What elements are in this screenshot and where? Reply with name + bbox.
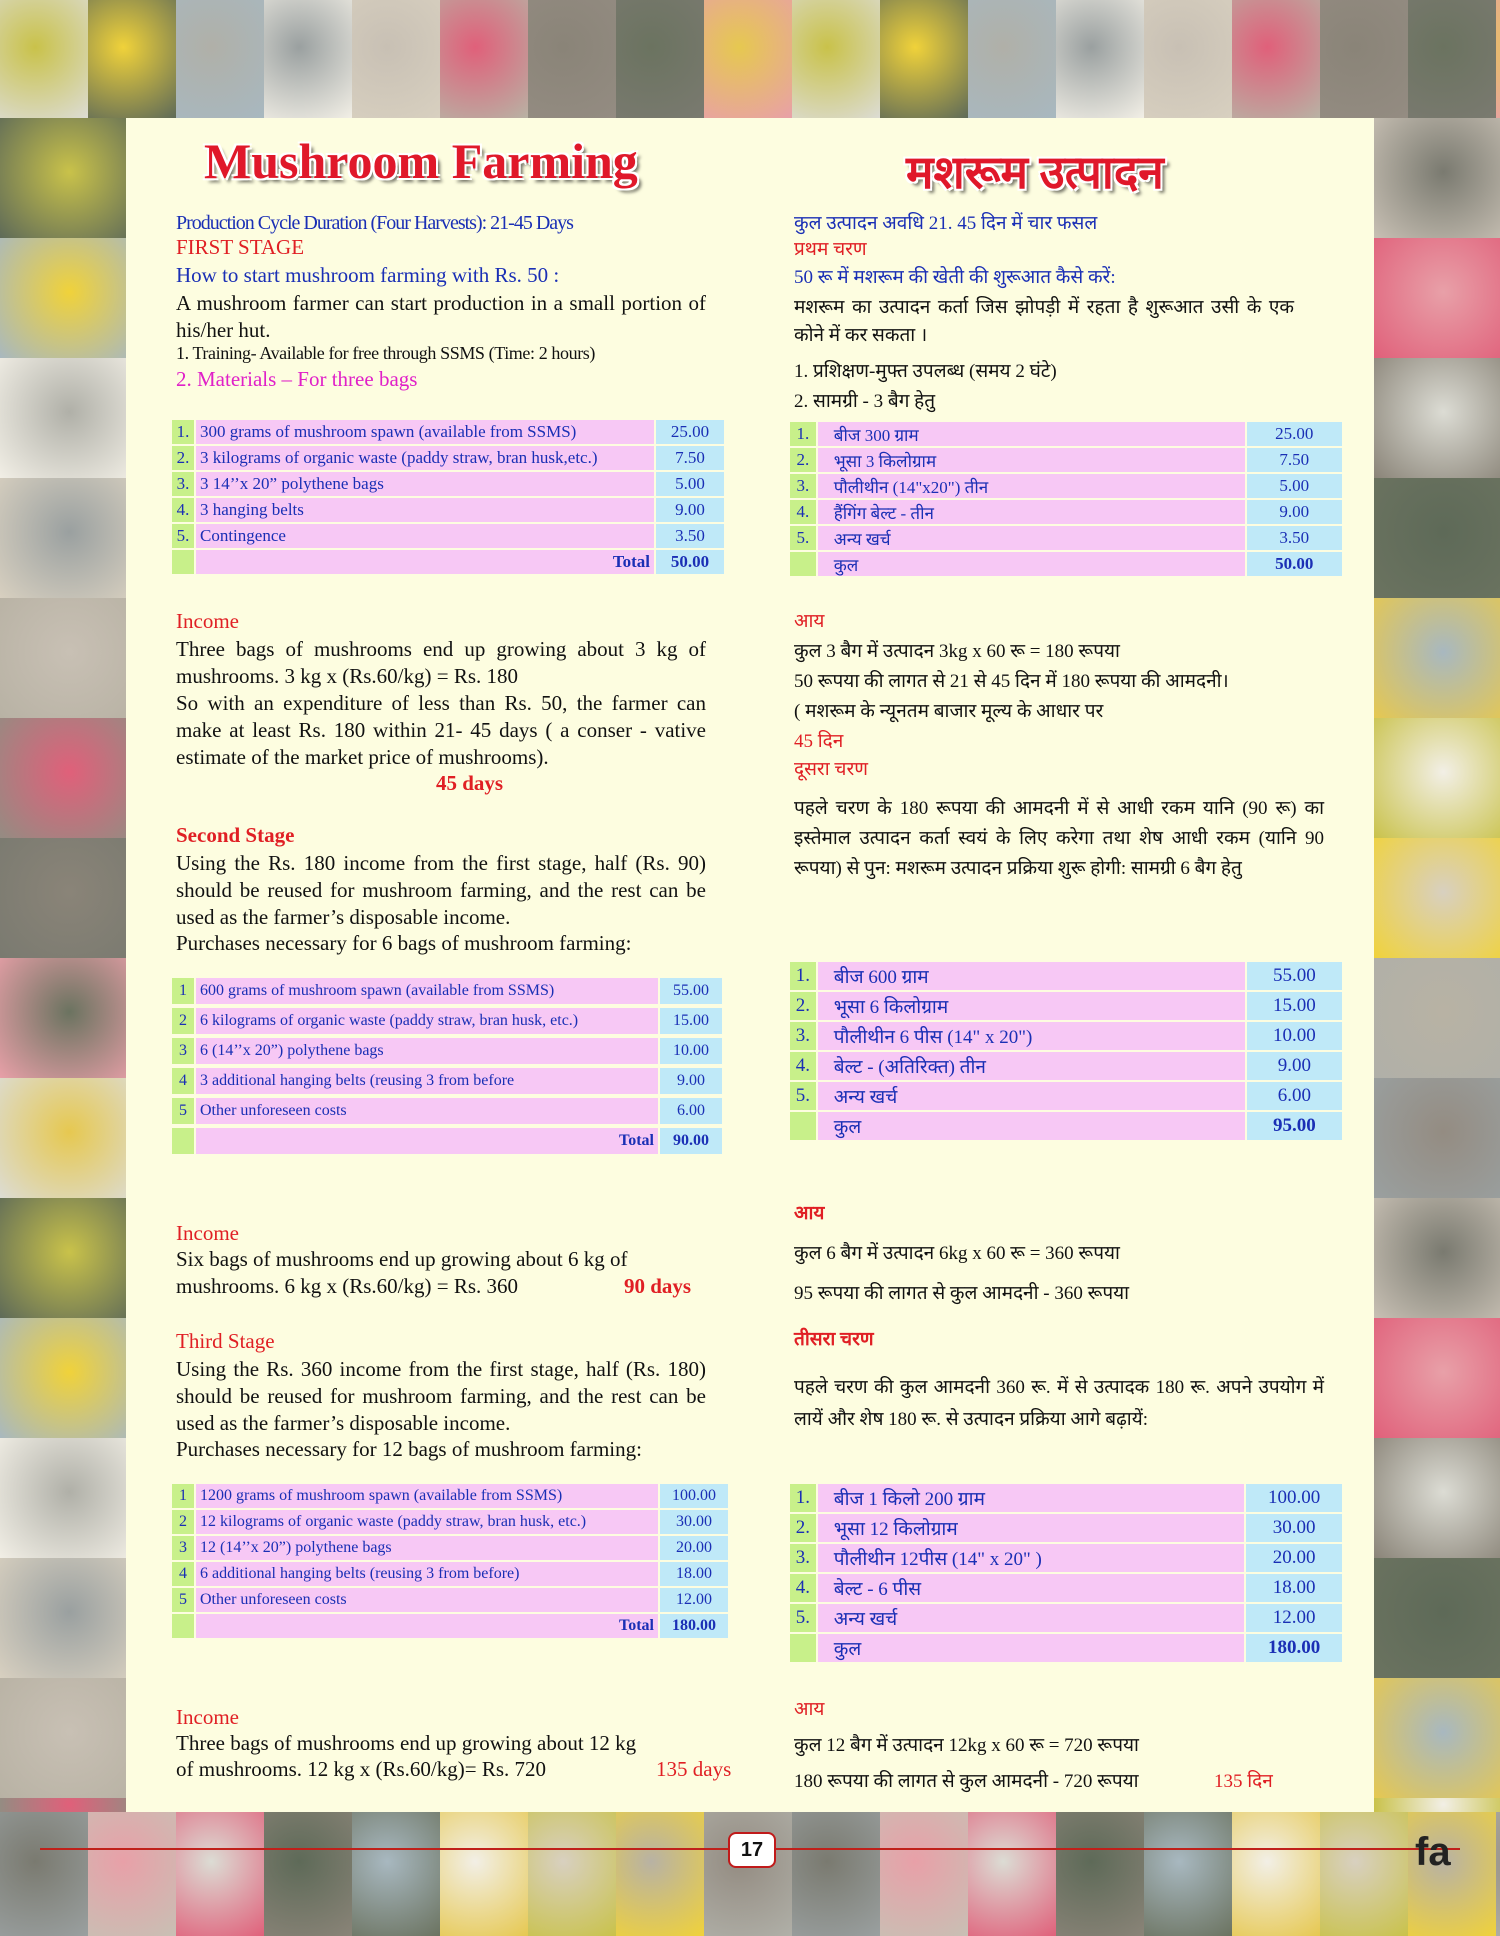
cycle-duration: Production Cycle Duration (Four Harvests): 21-45 Days <box>176 212 573 234</box>
row-amount: 10.00 <box>1247 1022 1342 1050</box>
total-label: Total <box>196 1614 658 1638</box>
corner-mark: fa <box>1415 1830 1451 1874</box>
row-number: 5. <box>790 1082 816 1110</box>
row-amount: 30.00 <box>1246 1514 1342 1542</box>
days-45: 45 days <box>436 771 504 795</box>
row-amount: 15.00 <box>1247 992 1342 1020</box>
row-item: बीज 1 किलो 200 ग्राम <box>818 1484 1245 1512</box>
hindi-income2-line2: 95 रूपया की लागत से कुल आमदनी - 360 रूपया <box>794 1283 1130 1304</box>
row-amount: 3.50 <box>1247 526 1342 550</box>
row-amount: 18.00 <box>1246 1574 1342 1602</box>
income1-text2: So with an expenditure of less than Rs. 50, the farmer can make at least Rs. 180 within 21- 45 days ( a conser - vative estimate of the market price of mushrooms). <box>176 691 706 769</box>
income3-text1: Three bags of mushrooms end up growing about 12 kg <box>176 1731 637 1755</box>
mushroom-photo-tile <box>792 1812 880 1936</box>
row-number: 1 <box>172 1484 194 1508</box>
row-number: 4. <box>790 1052 816 1080</box>
mushroom-photo-tile <box>968 1812 1056 1936</box>
hindi-stage2-table <box>788 960 1344 1142</box>
hindi-stage1-table <box>788 420 1344 578</box>
mushroom-photo-tile <box>880 1812 968 1936</box>
mushroom-photo-tile <box>528 1812 616 1936</box>
row-item: अन्य खर्च <box>818 1604 1245 1632</box>
third-stage-purchases: Purchases necessary for 12 bags of mushroom farming: <box>176 1437 642 1461</box>
row-number: 3. <box>172 472 194 496</box>
row-number: 5. <box>790 526 816 550</box>
row-number: 2 <box>172 1510 194 1534</box>
row-item: अन्य खर्च <box>818 1082 1245 1110</box>
row-number: 1 <box>172 978 194 1004</box>
row-item: पौलीथीन (14"x20") तीन <box>818 474 1245 498</box>
total-label: कुल <box>818 1112 1245 1140</box>
mushroom-photo-tile <box>1374 1678 1500 1798</box>
total-amount: 180.00 <box>660 1614 728 1638</box>
total-row <box>790 1112 1342 1140</box>
content-panel <box>126 118 1374 1812</box>
mushroom-photo-tile <box>1374 718 1500 838</box>
row-amount: 20.00 <box>660 1536 728 1560</box>
cost-row <box>790 500 1342 524</box>
total-spacer <box>790 1112 816 1140</box>
mushroom-photo-tile <box>1374 598 1500 718</box>
total-amount: 90.00 <box>660 1128 722 1154</box>
mushroom-photo-tile <box>440 0 528 118</box>
row-item: भूसा 6 किलोग्राम <box>818 992 1245 1020</box>
cost-row <box>790 1604 1342 1632</box>
hindi-income1-line2: 50 रूपया की लागत से 21 से 45 दिन में 180 रूपया की आमदनी। <box>794 671 1229 692</box>
row-number: 4. <box>172 498 194 522</box>
hindi-training: 1. प्रशिक्षण-मुफ्त उपलब्ध (समय 2 घंटे) <box>794 361 1057 382</box>
hindi-stage3-table <box>788 1482 1344 1664</box>
total-spacer <box>172 1614 194 1638</box>
row-number: 5. <box>172 524 194 548</box>
row-number: 4 <box>172 1068 194 1094</box>
training-item: 1. Training- Available for free through SSMS (Time: 2 hours) <box>176 343 595 363</box>
row-number: 5. <box>790 1604 816 1632</box>
mushroom-photo-tile <box>616 1812 704 1936</box>
cost-row <box>172 1008 722 1034</box>
row-amount: 55.00 <box>660 978 722 1004</box>
mushroom-photo-tile <box>704 0 792 118</box>
income2-heading: Income <box>176 1221 239 1245</box>
row-item: बेल्ट - 6 पीस <box>818 1574 1245 1602</box>
stage1-cost-table <box>170 418 726 576</box>
cost-row <box>790 1544 1342 1572</box>
row-amount: 6.00 <box>1247 1082 1342 1110</box>
row-item: 3 kilograms of organic waste (paddy straw, bran husk,etc.) <box>196 446 654 470</box>
mushroom-photo-tile <box>1374 958 1500 1078</box>
mushroom-photo-tile <box>1320 1812 1408 1936</box>
row-item: भूसा 3 किलोग्राम <box>818 448 1245 472</box>
total-row <box>172 1614 728 1638</box>
row-amount: 6.00 <box>660 1098 722 1124</box>
mushroom-photo-tile <box>0 0 88 118</box>
row-number: 1. <box>790 422 816 446</box>
mushroom-photo-tile <box>0 1798 126 1812</box>
row-amount: 12.00 <box>1246 1604 1342 1632</box>
hindi-title: मशरूम उत्पादन <box>906 147 1164 198</box>
hindi-income2-line1: कुल 6 बैग में उत्पादन 6kg x 60 रू = 360 रूपया <box>794 1243 1120 1264</box>
cost-row <box>172 1510 728 1534</box>
mushroom-photo-tile <box>0 478 126 598</box>
mushroom-photo-tile <box>0 838 126 958</box>
mushroom-photo-tile <box>0 1318 126 1438</box>
row-number: 5 <box>172 1098 194 1124</box>
hindi-second-text: पहले चरण के 180 रूपया की आमदनी में से आधी रकम यानि (90 रू) का इस्तेमाल उत्पादन कर्ता स्वयं के लिए करेगा तथा शेष आधी रकम (यानि 90 रूपया) से पुन: मशरूम उत्पादन प्रक्रिया शुरू होगी: सामग्री 6 बैग हेतु <box>794 798 1324 879</box>
row-item: 300 grams of mushroom spawn (available from SSMS) <box>196 420 654 444</box>
mushroom-photo-tile <box>1232 0 1320 118</box>
total-row <box>172 550 724 574</box>
hindi-third-stage: तीसरा चरण <box>794 1329 874 1350</box>
hindi-third-text: पहले चरण की कुल आमदनी 360 रू. में से उत्पादक 180 रू. अपने उपयोग में लायें और शेष 180 रू. से उत्पादन प्रक्रिया आगे बढ़ायें: <box>794 1377 1324 1430</box>
cost-row <box>790 1082 1342 1110</box>
total-label: कुल <box>818 552 1245 576</box>
mushroom-photo-tile <box>0 118 126 238</box>
mushroom-photo-tile <box>1408 0 1496 118</box>
second-stage-heading: Second Stage <box>176 823 295 847</box>
mushroom-photo-tile <box>0 1678 126 1798</box>
total-spacer <box>172 1128 194 1154</box>
row-item: अन्य खर्च <box>818 526 1245 550</box>
row-amount: 12.00 <box>660 1588 728 1612</box>
row-item: 12 (14’’x 20”) polythene bags <box>196 1536 658 1560</box>
hindi-materials: 2. सामग्री - 3 बैग हेतु <box>794 391 936 412</box>
cost-row <box>790 1022 1342 1050</box>
income1-text: Three bags of mushrooms end up growing about 3 kg of mushrooms. 3 kg x (Rs.60/kg) = Rs. 180 <box>176 637 706 688</box>
mushroom-photo-tile <box>1374 478 1500 598</box>
row-number: 3. <box>790 474 816 498</box>
cost-row <box>790 1574 1342 1602</box>
stage3-cost-table <box>170 1482 730 1640</box>
total-label: Total <box>196 1128 658 1154</box>
cost-row <box>790 1052 1342 1080</box>
second-stage-text: Using the Rs. 180 income from the first stage, half (Rs. 90) should be reused for mushroom farming, and the rest can be used as the farmer’s disposable income. <box>176 851 706 929</box>
mushroom-photo-tile <box>88 1812 176 1936</box>
mushroom-photo-tile <box>1374 1438 1500 1558</box>
hindi-income3-heading: आय <box>794 1699 825 1720</box>
row-amount: 7.50 <box>656 446 724 470</box>
row-amount: 10.00 <box>660 1038 722 1064</box>
mushroom-photo-tile <box>528 0 616 118</box>
hindi-intro: मशरूम का उत्पादन कर्ता जिस झोपड़ी में रहता है शुरूआत उसी के एक कोने में कर सकता । <box>794 297 1294 346</box>
row-number: 3 <box>172 1038 194 1064</box>
row-item: 3 additional hanging belts (reusing 3 from before <box>196 1068 658 1094</box>
row-item: बीज 600 ग्राम <box>818 962 1245 990</box>
row-number: 2. <box>790 992 816 1020</box>
cost-row <box>172 1038 722 1064</box>
cost-row <box>172 1588 728 1612</box>
cost-row <box>790 1484 1342 1512</box>
row-item: 3 14’’x 20” polythene bags <box>196 472 654 496</box>
mushroom-photo-tile <box>176 1812 264 1936</box>
mushroom-photo-tile <box>1374 1318 1500 1438</box>
row-number: 2. <box>790 448 816 472</box>
page-number: 17 <box>728 1832 776 1868</box>
mushroom-photo-tile <box>1374 1078 1500 1198</box>
row-number: 1. <box>790 962 816 990</box>
row-amount: 25.00 <box>656 420 724 444</box>
hindi-cycle-duration: कुल उत्पादन अवधि 21. 45 दिन में चार फसल <box>794 213 1098 234</box>
total-spacer <box>790 1634 816 1662</box>
row-amount: 20.00 <box>1246 1544 1342 1572</box>
row-number: 3 <box>172 1536 194 1560</box>
how-to-start: How to start mushroom farming with Rs. 50 : <box>176 263 560 287</box>
mushroom-photo-tile <box>1320 0 1408 118</box>
row-amount: 100.00 <box>1246 1484 1342 1512</box>
cost-row <box>172 446 724 470</box>
mushroom-photo-tile <box>1374 118 1500 238</box>
row-item: पौलीथीन 6 पीस (14" x 20") <box>818 1022 1245 1050</box>
mushroom-photo-tile <box>0 718 126 838</box>
mushroom-photo-tile <box>264 0 352 118</box>
english-title: Mushroom Farming <box>204 133 638 189</box>
hindi-income3-line2: 180 रूपया की लागत से कुल आमदनी - 720 रूपया <box>794 1771 1139 1792</box>
second-stage-purchases: Purchases necessary for 6 bags of mushroom farming: <box>176 931 632 955</box>
days-90: 90 days <box>624 1274 692 1298</box>
row-amount: 9.00 <box>660 1068 722 1094</box>
stage2-cost-table <box>170 974 724 1158</box>
first-stage-heading: FIRST STAGE <box>176 235 305 259</box>
row-amount: 9.00 <box>656 498 724 522</box>
row-item: 600 grams of mushroom spawn (available from SSMS) <box>196 978 658 1004</box>
row-amount: 15.00 <box>660 1008 722 1034</box>
mushroom-photo-tile <box>0 1812 88 1936</box>
mushroom-photo-tile <box>1056 1812 1144 1936</box>
row-amount: 9.00 <box>1247 500 1342 524</box>
cost-row <box>790 448 1342 472</box>
cost-row <box>172 1484 728 1508</box>
hindi-first-stage: प्रथम चरण <box>794 239 867 260</box>
income1-heading: Income <box>176 609 239 633</box>
mushroom-photo-tile <box>0 1438 126 1558</box>
mushroom-photo-tile <box>1374 1558 1500 1678</box>
total-amount: 95.00 <box>1247 1112 1342 1140</box>
row-amount: 3.50 <box>656 524 724 548</box>
row-number: 1. <box>790 1484 816 1512</box>
mushroom-photo-tile <box>1374 1198 1500 1318</box>
materials-item: 2. Materials – For three bags <box>176 367 418 391</box>
mushroom-photo-tile <box>1374 1798 1500 1812</box>
total-row <box>172 1128 722 1154</box>
mushroom-photo-tile <box>0 1558 126 1678</box>
mushroom-photo-tile <box>616 0 704 118</box>
cost-row <box>172 1068 722 1094</box>
row-amount: 5.00 <box>1247 474 1342 498</box>
hindi-income1-heading: आय <box>794 611 825 632</box>
row-amount: 25.00 <box>1247 422 1342 446</box>
mushroom-photo-tile <box>352 0 440 118</box>
cost-row <box>172 978 722 1004</box>
row-amount: 100.00 <box>660 1484 728 1508</box>
mushroom-photo-tile <box>264 1812 352 1936</box>
row-number: 5 <box>172 1588 194 1612</box>
total-row <box>790 1634 1342 1662</box>
hindi-income2-heading: आय <box>794 1203 825 1224</box>
row-amount: 5.00 <box>656 472 724 496</box>
mushroom-photo-tile <box>792 0 880 118</box>
row-item: Contingence <box>196 524 654 548</box>
hindi-income1-line1: कुल 3 बैग में उत्पादन 3kg x 60 रू = 180 रूपया <box>794 641 1120 662</box>
row-number: 4. <box>790 500 816 524</box>
row-amount: 55.00 <box>1247 962 1342 990</box>
row-amount: 30.00 <box>660 1510 728 1534</box>
total-label: Total <box>196 550 654 574</box>
cost-row <box>172 1098 722 1124</box>
cost-row <box>172 1562 728 1586</box>
row-item: पौलीथीन 12पीस (14" x 20" ) <box>818 1544 1245 1572</box>
cost-row <box>172 498 724 522</box>
cost-row <box>790 422 1342 446</box>
cost-row <box>790 1514 1342 1542</box>
total-row <box>790 552 1342 576</box>
cost-row <box>790 962 1342 990</box>
income2-text1: Six bags of mushrooms end up growing about 6 kg of <box>176 1247 628 1271</box>
row-number: 3. <box>790 1022 816 1050</box>
hindi-days-135: 135 दिन <box>1214 1771 1273 1792</box>
mushroom-photo-tile <box>88 0 176 118</box>
mushroom-photo-tile <box>0 598 126 718</box>
total-spacer <box>172 550 194 574</box>
total-amount: 50.00 <box>656 550 724 574</box>
mushroom-photo-tile <box>1374 838 1500 958</box>
days-135: 135 days <box>656 1757 732 1781</box>
hindi-income3-line1: कुल 12 बैग में उत्पादन 12kg x 60 रू = 720 रूपया <box>794 1735 1139 1756</box>
mushroom-photo-tile <box>1144 1812 1232 1936</box>
row-item: हैंगिंग बेल्ट - तीन <box>818 500 1245 524</box>
total-amount: 50.00 <box>1247 552 1342 576</box>
row-number: 1. <box>172 420 194 444</box>
mushroom-photo-tile <box>1374 358 1500 478</box>
row-item: 12 kilograms of organic waste (paddy straw, bran husk, etc.) <box>196 1510 658 1534</box>
row-number: 2. <box>790 1514 816 1542</box>
mushroom-photo-tile <box>352 1812 440 1936</box>
income3-text2: of mushrooms. 12 kg x (Rs.60/kg)= Rs. 720 <box>176 1757 547 1781</box>
row-amount: 7.50 <box>1247 448 1342 472</box>
mushroom-photo-tile <box>968 0 1056 118</box>
mushroom-photo-tile <box>1232 1812 1320 1936</box>
row-item: Other unforeseen costs <box>196 1588 658 1612</box>
mushroom-photo-tile <box>440 1812 528 1936</box>
row-item: बेल्ट - (अतिरिक्त) तीन <box>818 1052 1245 1080</box>
cost-row <box>172 420 724 444</box>
hindi-days-45: 45 दिन <box>794 731 844 752</box>
cost-row <box>790 526 1342 550</box>
income2-text2: mushrooms. 6 kg x (Rs.60/kg) = Rs. 360 <box>176 1274 519 1298</box>
mushroom-photo-tile <box>176 0 264 118</box>
row-number: 3. <box>790 1544 816 1572</box>
row-item: बीज 300 ग्राम <box>818 422 1245 446</box>
third-stage-heading: Third Stage <box>176 1329 275 1353</box>
mushroom-photo-tile <box>1496 0 1500 118</box>
income3-heading: Income <box>176 1705 239 1729</box>
mushroom-photo-tile <box>0 958 126 1078</box>
hindi-how-to: 50 रू में मशरूम की खेती की शुरूआत कैसे करें: <box>794 267 1116 288</box>
mushroom-photo-tile <box>1374 238 1500 358</box>
cost-row <box>790 992 1342 1020</box>
total-label: कुल <box>818 1634 1245 1662</box>
cost-row <box>172 524 724 548</box>
mushroom-photo-tile <box>0 1198 126 1318</box>
row-number: 2 <box>172 1008 194 1034</box>
row-amount: 18.00 <box>660 1562 728 1586</box>
row-item: भूसा 12 किलोग्राम <box>818 1514 1245 1542</box>
third-stage-text: Using the Rs. 360 income from the first stage, half (Rs. 180) should be reused for mushroom farming, and the rest can be used as the farmer’s disposable income. <box>176 1357 706 1435</box>
row-number: 4 <box>172 1562 194 1586</box>
row-item: 6 kilograms of organic waste (paddy straw, bran husk, etc.) <box>196 1008 658 1034</box>
mushroom-photo-tile <box>1056 0 1144 118</box>
mushroom-photo-tile <box>704 1812 792 1936</box>
cost-row <box>790 474 1342 498</box>
hindi-second-stage: दूसरा चरण <box>794 759 868 780</box>
total-amount: 180.00 <box>1246 1634 1342 1662</box>
intro-text: A mushroom farmer can start production in a small portion of his/her hut. <box>176 291 706 342</box>
cost-row <box>172 1536 728 1560</box>
row-number: 2. <box>172 446 194 470</box>
row-item: 3 hanging belts <box>196 498 654 522</box>
mushroom-photo-tile <box>1496 1812 1500 1936</box>
cost-row <box>172 472 724 496</box>
total-spacer <box>790 552 816 576</box>
row-item: 6 additional hanging belts (reusing 3 from before) <box>196 1562 658 1586</box>
row-item: Other unforeseen costs <box>196 1098 658 1124</box>
mushroom-photo-tile <box>880 0 968 118</box>
mushroom-photo-tile <box>0 358 126 478</box>
row-amount: 9.00 <box>1247 1052 1342 1080</box>
mushroom-photo-tile <box>0 1078 126 1198</box>
hindi-income1-line3: ( मशरूम के न्यूनतम बाजार मूल्य के आधार पर <box>794 701 1104 722</box>
row-item: 1200 grams of mushroom spawn (available from SSMS) <box>196 1484 658 1508</box>
mushroom-photo-tile <box>1144 0 1232 118</box>
row-item: 6 (14’’x 20”) polythene bags <box>196 1038 658 1064</box>
row-number: 4. <box>790 1574 816 1602</box>
mushroom-photo-tile <box>0 238 126 358</box>
